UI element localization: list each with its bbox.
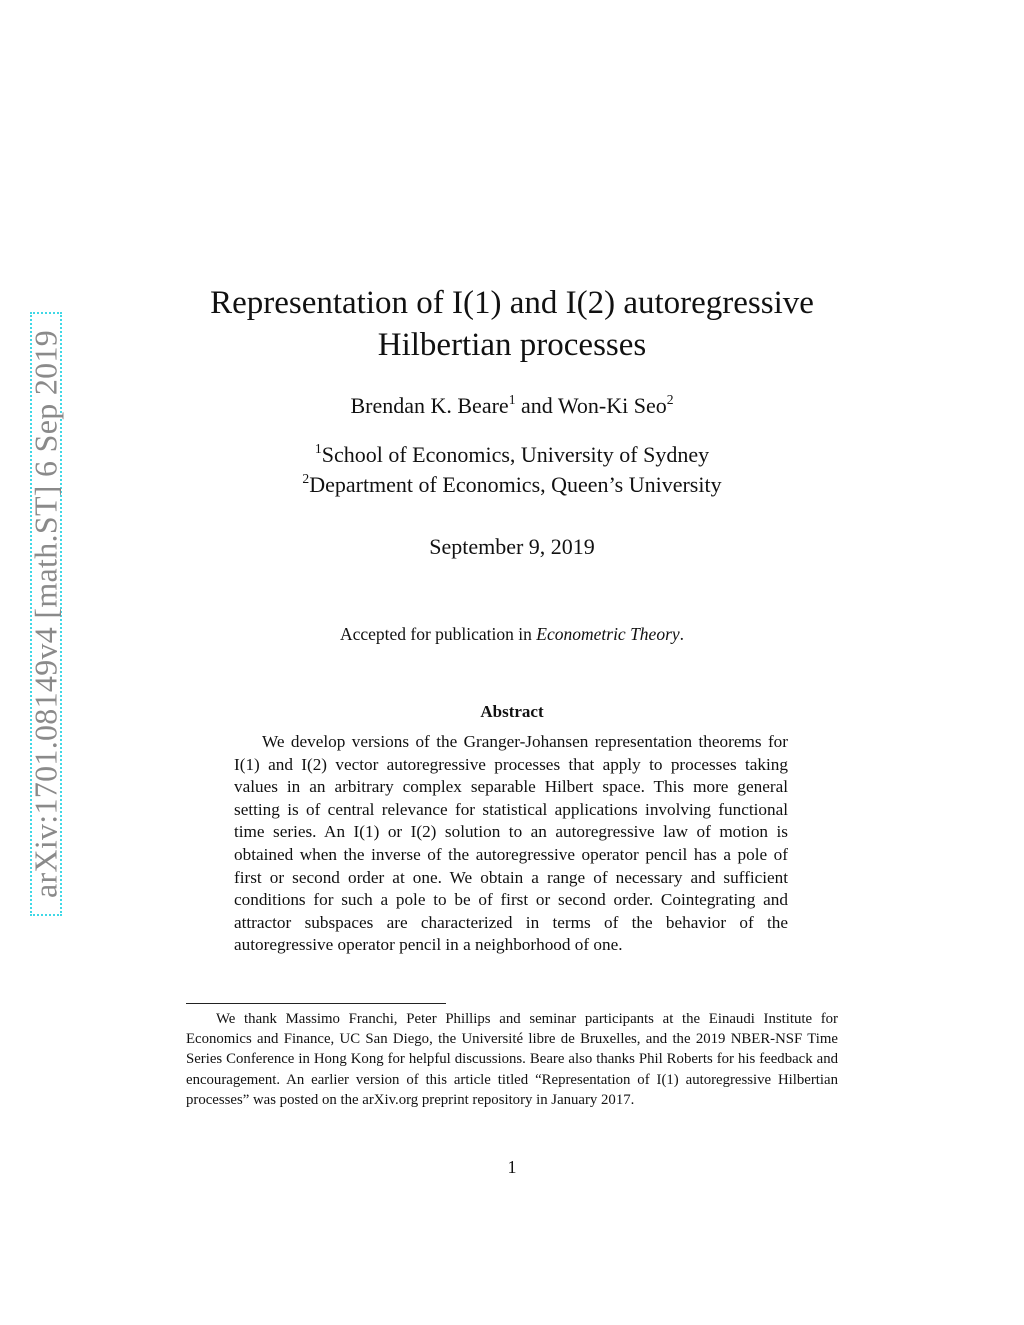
author-conjunction: and (515, 393, 558, 418)
paper-title (150, 282, 874, 366)
affiliation-2 (150, 470, 874, 500)
affiliation-1 (150, 440, 874, 470)
page-number: 1 (507, 1157, 517, 1177)
arxiv-identifier: arXiv:1701.08149v4 [math.ST] 6 Sep 2019 (27, 329, 64, 899)
author-list (150, 392, 874, 420)
abstract-heading: Abstract (480, 702, 544, 721)
author-1-affiliation-mark: 1 (508, 392, 516, 408)
affiliation-list (150, 440, 874, 500)
journal-name: Econometric Theory (536, 624, 680, 644)
acceptance-suffix: . (679, 624, 685, 644)
acceptance-note (150, 624, 874, 645)
author-2-name: Won-Ki Seo (557, 393, 667, 418)
abstract-body: We develop versions of the Granger-Johansen representation theorems for I(1) and I(2) vector autoregressive processes that apply to processes taking values in an arbitrary complex separable Hilbert space. This more general setting is of central relevance for statistical applications involving functional time series. An I(1) or I(2) solution to an autoregressive law of motion is obtained when the inverse of the autoregressive operator pencil has a pole of first or second order at one. We obtain a range of necessary and sufficient conditions for such a pole to be of first or second order. Cointegrating and attractor subspaces are characterized in terms of the behavior of the autoregressive operator pencil in a neighborhood of one. (234, 732, 788, 955)
paper-date: September 9, 2019 (429, 534, 595, 559)
acceptance-prefix: Accepted for publication in (339, 624, 537, 644)
affiliation-1-mark: 1 (314, 441, 322, 457)
affiliation-2-text: Department of Economics, Queen’s University (309, 472, 722, 497)
title-line-1: Representation of I(1) and I(2) autoregressive (210, 285, 814, 321)
title-line-2: Hilbertian processes (377, 327, 647, 363)
affiliation-1-text: School of Economics, University of Sydney (321, 442, 710, 467)
author-1-name: Brendan K. Beare (350, 393, 509, 418)
author-2-affiliation-mark: 2 (666, 392, 674, 408)
footnote-rule (186, 1003, 446, 1004)
footnote-text: We thank Massimo Franchi, Peter Phillips and seminar participants at the Einaudi Institute for Economics and Finance, UC San Diego, the Université libre de Bruxelles, and the 2019 NBER-NSF Time Series Conference in Hong Kong for helpful discussions. Beare also thanks Phil Roberts for his feedback and encouragement. An earlier version of this article titled “Representation of I(1) autoregressive Hilbertian processes” was posted on the arXiv.org preprint repository in January 2017. (186, 1011, 838, 1108)
affiliation-2-mark: 2 (302, 471, 310, 487)
